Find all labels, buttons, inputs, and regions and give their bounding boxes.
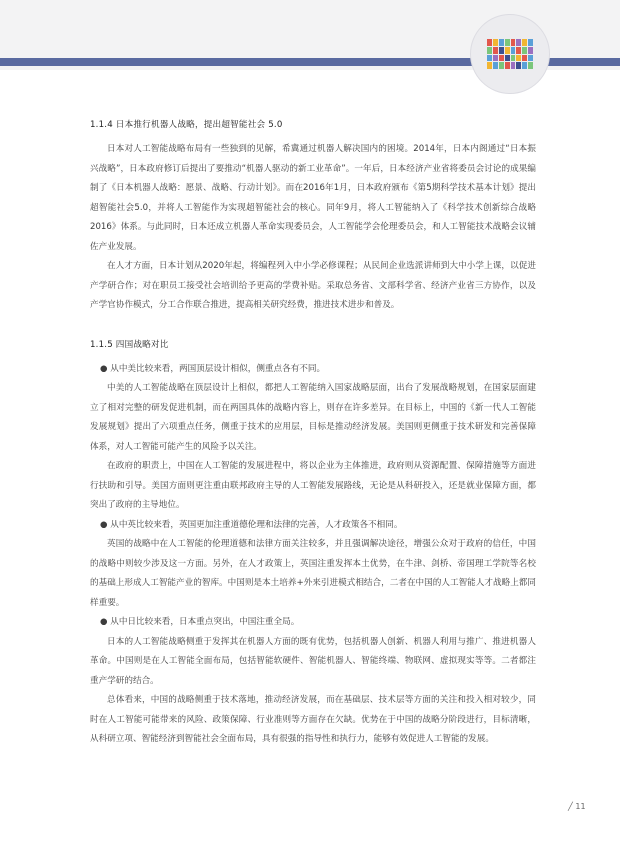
paragraph: 总体看来，中国的战略侧重于技术落地，推动经济发展，而在基础层、技术层等方面的关注和投入相对较少，同时在人工智能可能带来的风险、政策保障、行业准则等方面存在欠缺。优势在于中国的战略分阶段进行，目标清晰，从科研立项、智能经济到智能社会全面布局，具有很强的指导性和执行力，能够有效促进人工智能的发展。 <box>90 695 536 744</box>
logo-mosaic <box>487 39 533 69</box>
section-heading-comparison: 1.1.5 四国战略对比 <box>90 339 169 350</box>
paragraph: 在人才方面，日本计划从2020年起，将编程列入中小学必修课程；从民间企业选派讲师到大中小学上课，以促进产学研合作；对在职员工接受社会培训给予更高的学费补贴。采取总务省、文部科学省、经济产业省三方协作，以及产学官协作模式，分工合作联合推进，提高相关研究经费，推进技术进步和普及。 <box>90 261 536 310</box>
bullet-point: ● 从中美比较来看，两国顶层设计相似，侧重点各有不同。 <box>100 363 326 374</box>
section-heading-japan: 1.1.4 日本推行机器人战略，提出超智能社会 5.0 <box>90 120 283 130</box>
paragraph: 日本的人工智能战略侧重于发挥其在机器人方面的既有优势，包括机器人创新、机器人利用与推广、推进机器人革命。中国则是在人工智能全面布局，包括智能软硬件、智能机器人、智能终端、物联网、虚拟现实等等。二者都注重产学研的结合。 <box>90 636 536 686</box>
bullet-point: ● 从中英比较来看，英国更加注重道德伦理和法律的完善，人才政策各不相同。 <box>100 519 403 530</box>
paragraph: 在政府的职责上，中国在人工智能的发展进程中，将以企业为主体推进，政府则从资源配置、保障措施等方面进行扶助和引导。美国方面则更注重由联邦政府主导的人工智能发展路线，无论是从科研投入，还是就业保障方面，都突出了政府的主导地位。 <box>90 461 536 510</box>
paragraph: 英国的战略中在人工智能的伦理道德和法律方面关注较多，并且强调解决途径，增强公众对于政府的信任，中国的战略中则较少涉及这一方面。另外，在人才政策上，英国注重发挥本土优势，在牛津、剑桥、帝国理工学院等名校的基础上形成人工智能产业的智库。中国则是本土培养+外来引进模式相结合，二者在中国的人工智能人才战略上都同样重要。 <box>90 539 536 608</box>
paragraph: 日本对人工智能战略布局有一些独到的见解，希冀通过机器人解决国内的困境。2014年，日本内阁通过“日本振兴战略”，日本政府修订后提出了要推动“机器人驱动的新工业革命”。一年后，日本经济产业省将委员会讨论的成果编制了《日本机器人战略：愿景、战略、行动计划》。而在2016年1月，日本政府颁布《第5期科学技术基本计划》提出超智能社会5.0，并将人工智能作为实现超智能社会的核心。同年9月，将人工智能纳入了《科学技术创新综合战略2016》体系。与此同时，日本还成立机器人革命实现委员会，人工智能学会伦理委员会，和人工智能技术战略会议辅佐产业发展。 <box>90 144 536 252</box>
bullet-point: ● 从中日比较来看，日本重点突出，中国注重全局。 <box>100 617 300 627</box>
page-number: ╱ 11 <box>568 802 586 811</box>
paragraph: 中美的人工智能战略在顶层设计上相似，都把人工智能纳入国家战略层面，出台了发展战略规划，在国家层面建立了相对完整的研发促进机制，而在两国具体的战略内容上，则存在许多差异。在目标上，中国的《新一代人工智能发展规划》提出了六项重点任务，侧重于技术的应用层，目标是推动经济发展。美国则更侧重于技术研发和完善保障体系，对人工智能可能产生的风险予以关注。 <box>90 383 536 452</box>
page-content <box>90 116 536 750</box>
ai-report-logo-icon <box>470 14 550 94</box>
